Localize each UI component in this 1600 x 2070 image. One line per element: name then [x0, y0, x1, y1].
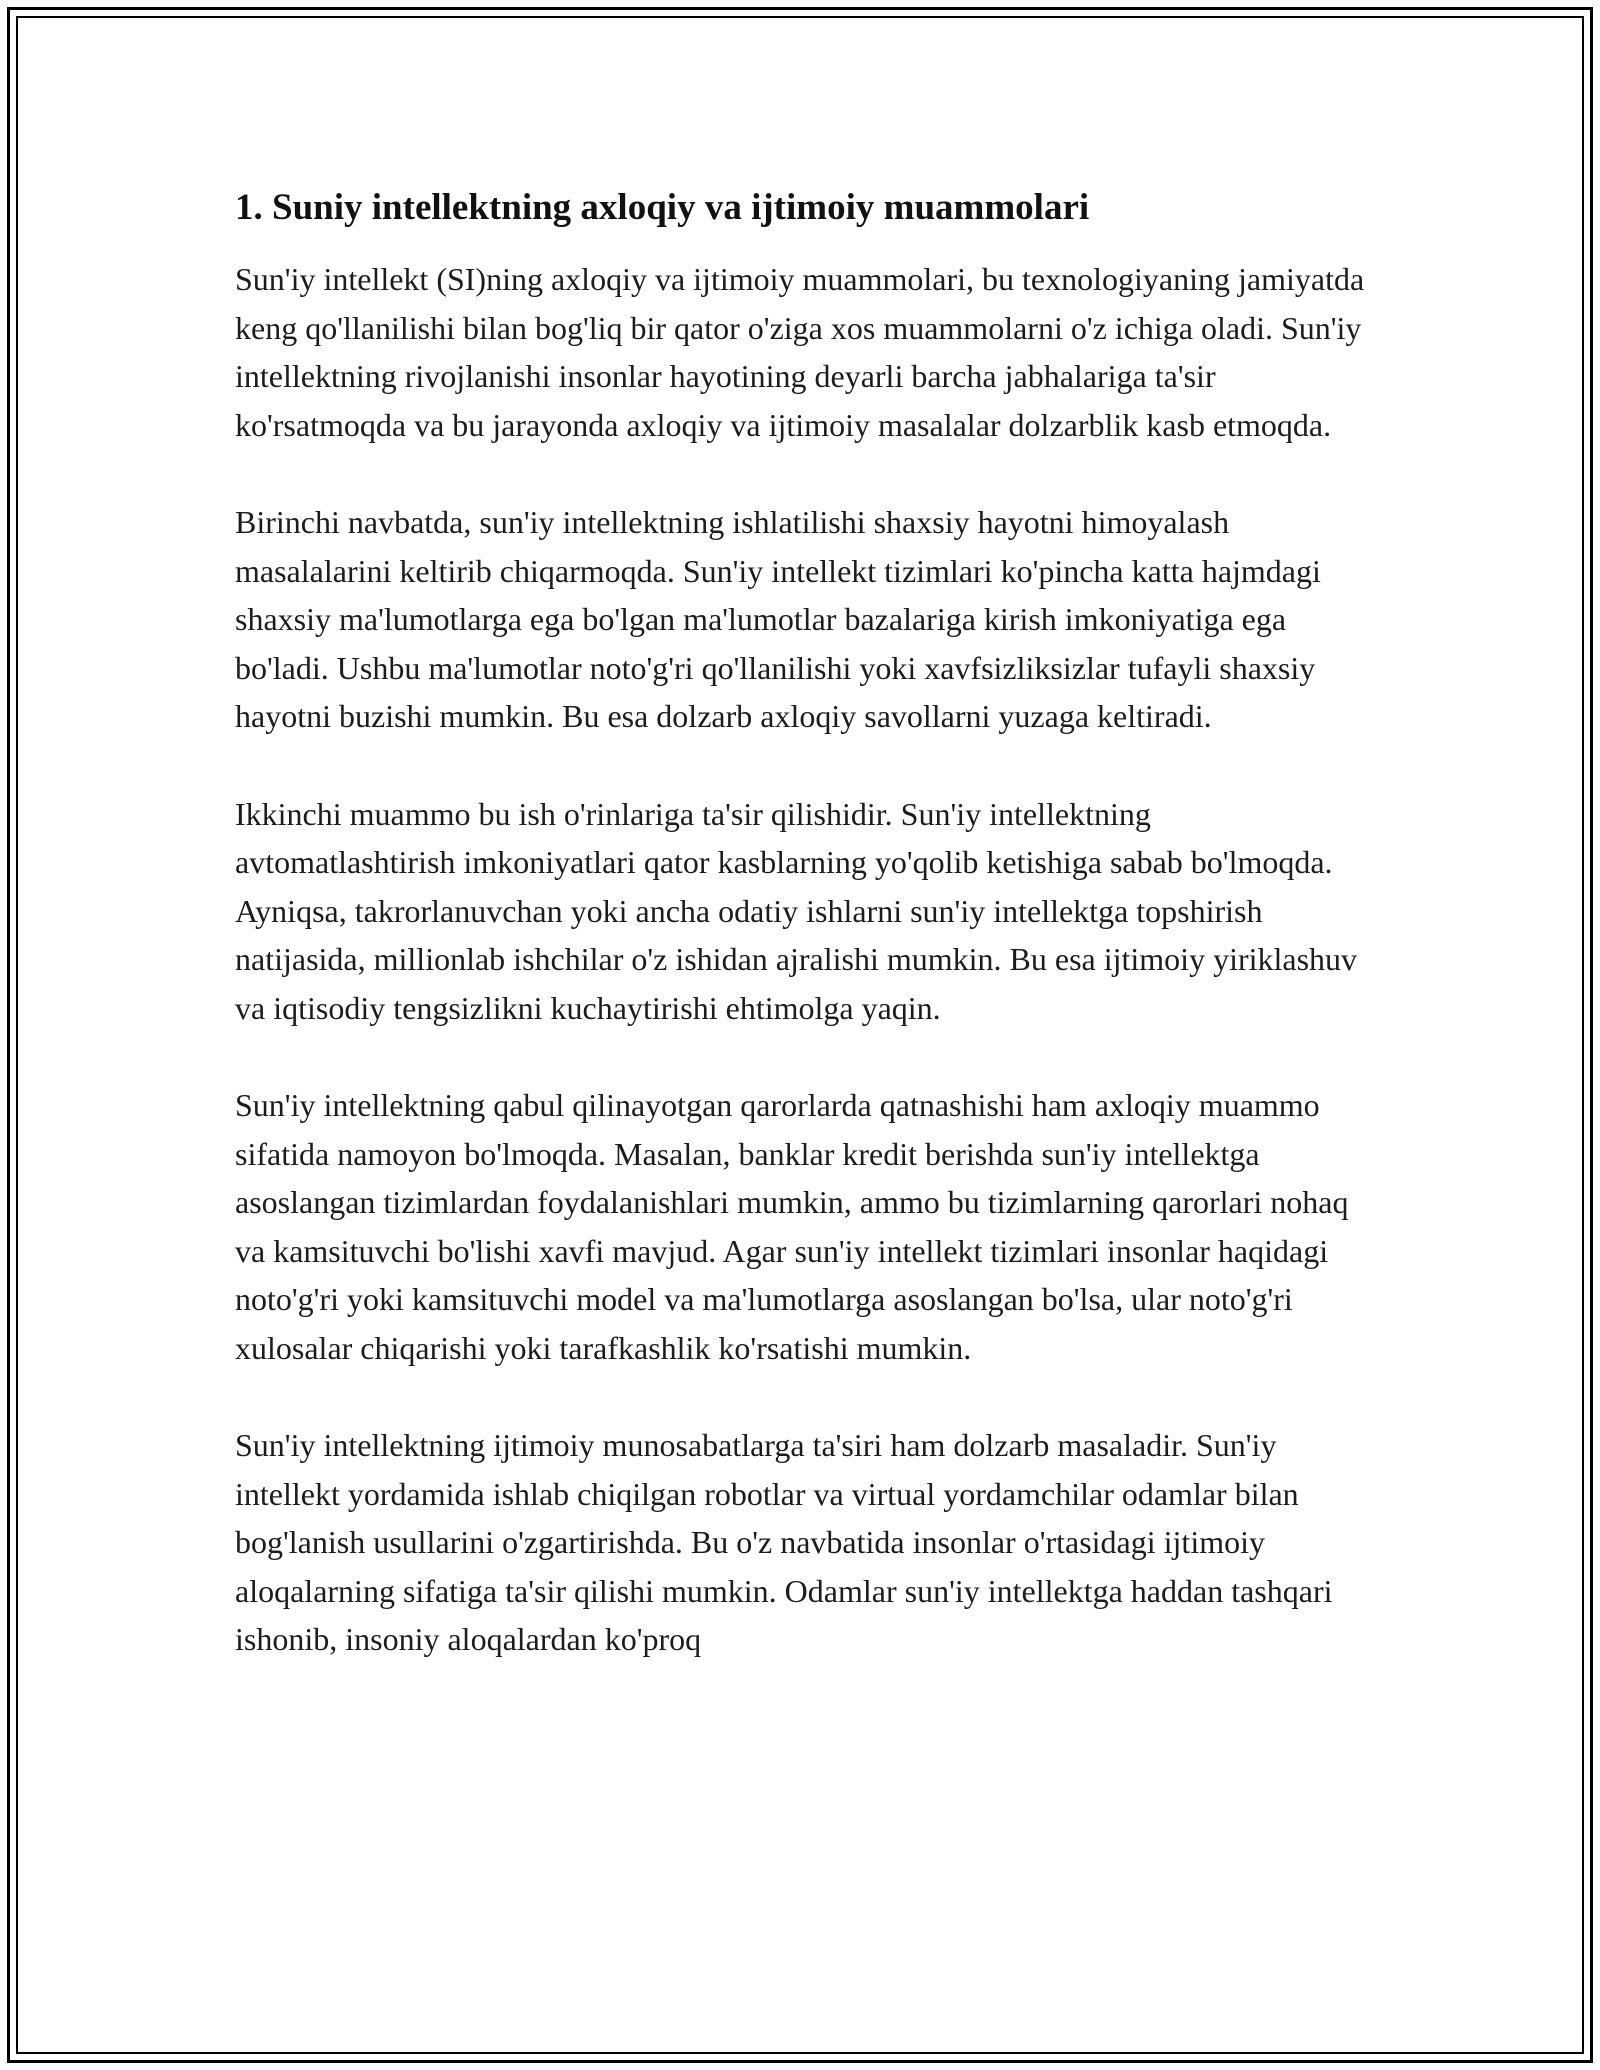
paragraph-2: Birinchi navbatda, sun'iy intellektning ishlatilishi shaxsiy hayotni himoyalash masalalarini keltirib chiqarmoqda. Sun'iy intellekt tizimlari ko'pincha katta hajmdagi shaxsiy ma'lumotlarga ega bo'lgan ma'lumotlar bazalariga kirish imkoniyatiga ega bo'ladi. Ushbu ma'lumotlar noto'g'ri qo'llanilishi yoki xavfsizliksizlar tufayli shaxsiy hayotni buzishi mumkin. Bu esa dolzarb axloqiy savollarni yuzaga keltiradi. [235, 504, 1321, 735]
document-body [235, 185, 1375, 1664]
section-heading: 1. Suniy intellektning axloqiy va ijtimoiy muammolari [235, 187, 1090, 228]
paragraph-3: Ikkinchi muammo bu ish o'rinlariga ta'sir qilishidir. Sun'iy intellektning avtomatlashtirish imkoniyatlari qator kasblarning yo'qolib ketishiga sabab bo'lmoqda. Ayniqsa, takrorlanuvchan yoki ancha odatiy ishlarni sun'iy intellektga topshirish natijasida, millionlab ishchilar o'z ishidan ajralishi mumkin. Bu esa ijtimoiy yiriklashuv va iqtisodiy tengsizlikni kuchaytirishi ehtimolga yaqin. [235, 795, 1358, 1026]
paragraph-1: Sun'iy intellekt (SI)ning axloqiy va ijtimoiy muammolari, bu texnologiyaning jamiyatda keng qo'llanilishi bilan bog'liq bir qator o'ziga xos muammolarni o'z ichiga oladi. Sun'iy intellektning rivojlanishi insonlar hayotining deyarli barcha jabhalariga ta'sir ko'rsatmoqda va bu jarayonda axloqiy va ijtimoiy masalalar dolzarblik kasb etmoqda. [235, 261, 1365, 443]
paragraph-4: Sun'iy intellektning qabul qilinayotgan qarorlarda qatnashishi ham axloqiy muammo sifatida namoyon bo'lmoqda. Masalan, banklar kredit berishda sun'iy intellektga asoslangan tizimlardan foydalanishlari mumkin, ammo bu tizimlarning qarorlari nohaq va kamsituvchi bo'lishi xavfi mavjud. Agar sun'iy intellekt tizimlari insonlar haqidagi noto'g'ri yoki kamsituvchi model va ma'lumotlarga asoslangan bo'lsa, ular noto'g'ri xulosalar chiqarishi yoki tarafkashlik ko'rsatishi mumkin. [235, 1087, 1349, 1366]
paragraph-5: Sun'iy intellektning ijtimoiy munosabatlarga ta'siri ham dolzarb masaladir. Sun'iy intellekt yordamida ishlab chiqilgan robotlar va virtual yordamchilar odamlar bilan bog'lanish usullarini o'zgartirishda. Bu o'z navbatida insonlar o'rtasidagi ijtimoiy aloqalarning sifatiga ta'sir qilishi mumkin. Odamlar sun'iy intellektga haddan tashqari ishonib, insoniy aloqalardan ko'proq [235, 1427, 1333, 1658]
